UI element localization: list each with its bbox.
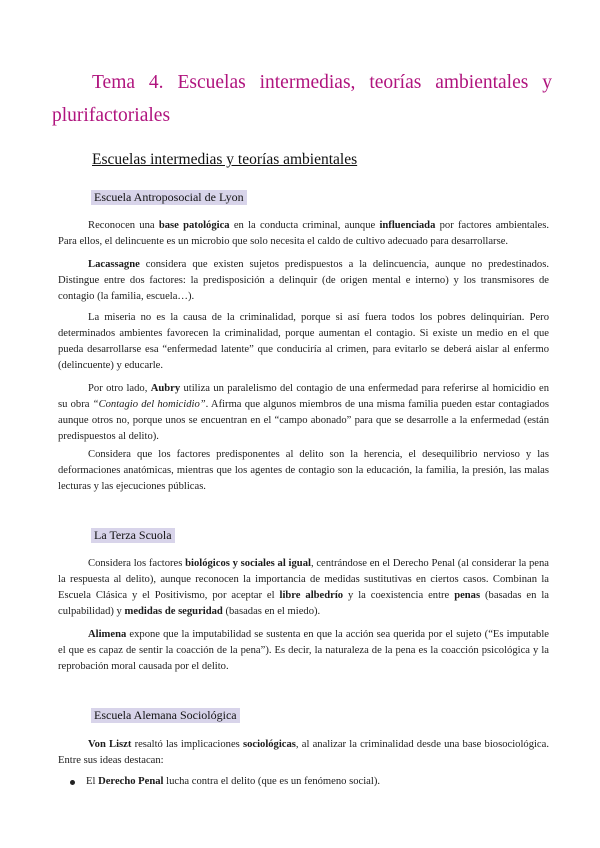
title-line-2: plurifactoriales [52,105,171,126]
alemana-heading: Escuela Alemana Sociológica [91,708,240,723]
document-title [52,66,552,132]
bullet-dot-icon [70,780,75,785]
lyon-paragraph-2: Lacassagne considera que existen sujetos predispuestos a la delincuencia, aunque no predestinados. Distingue entre dos factores: la predisposición a delinquir (de origen mental e interno) y los transmisores de contagio (la familia, escuela…). [58,259,549,302]
section-heading: Escuelas intermedias y teorías ambientales [92,151,358,168]
alemana-paragraph-1: Von Liszt resaltó las implicaciones sociológicas, al analizar la criminalidad desde una base biosociológica. Entre sus ideas destacan: [58,739,549,766]
lyon-paragraph-4: Por otro lado, Aubry utiliza un paralelismo del contagio de una enfermedad para referirse al homicidio en su obra “Contagio del homicidio”. Afirma que algunos miembros de una misma familia pueden estar contagiados aunque otros no, porque unos se encuentran en el “campo abonado” para que se desarrolle a la enfermedad (están predispuestos al delito). [58,383,549,442]
terza-paragraph-2: Alimena expone que la imputabilidad se sustenta en que la acción sea querida por el sujeto (“Es imputable el que es capaz de sentir la coacción de la pena”). Es decir, la naturaleza de la pena es la coacción psicológica y la reprobación moral causada por el delito. [58,629,549,672]
lyon-paragraph-3: La miseria no es la causa de la criminalidad, porque si así fuera todos los pobres delinquirían. Pero determinados ambientes favorecen la criminalidad, porque aumentan el contagio. Si existe un medio en el que pueda desarrollarse esa “enfermedad latente” que conduciría al crimen, para evitarlo se deberá aislar al enfermo (delincuente) y educarle. [58,312,549,371]
terza-paragraph-1: Considera los factores biológicos y sociales al igual, centrándose en el Derecho Penal (al considerar la pena la respuesta al delito), aunque reconocen la importancia de medidas sustitutivas en ciertos casos. Combinan la Escuela Clásica y el Positivismo, por aceptar el libre albedrío y la coexistencia entre penas (basadas en la culpabilidad) y medidas de seguridad (basadas en el miedo). [58,558,549,617]
terza-heading: La Terza Scuola [91,528,175,543]
title-line-1: Tema 4. Escuelas intermedias, teorías ambientales y [92,72,552,93]
lyon-heading: Escuela Antroposocial de Lyon [91,190,247,205]
lyon-paragraph-1: Reconocen una base patológica en la conducta criminal, aunque influenciada por factores ambientales. Para ellos, el delincuente es un microbio que solo necesita el caldo de cultivo adecuado para desarrollarse. [58,220,549,247]
bullet-text: El Derecho Penal lucha contra el delito (que es un fenómeno social). [86,776,381,787]
lyon-paragraph-5: Considera que los factores predisponentes al delito son la herencia, el desequilibrio nervioso y las deformaciones anatómicas, mientras que los agentes de contagio son la educación, la familia, la presión, las malas lecturas y las ejecuciones públicas. [58,449,549,492]
